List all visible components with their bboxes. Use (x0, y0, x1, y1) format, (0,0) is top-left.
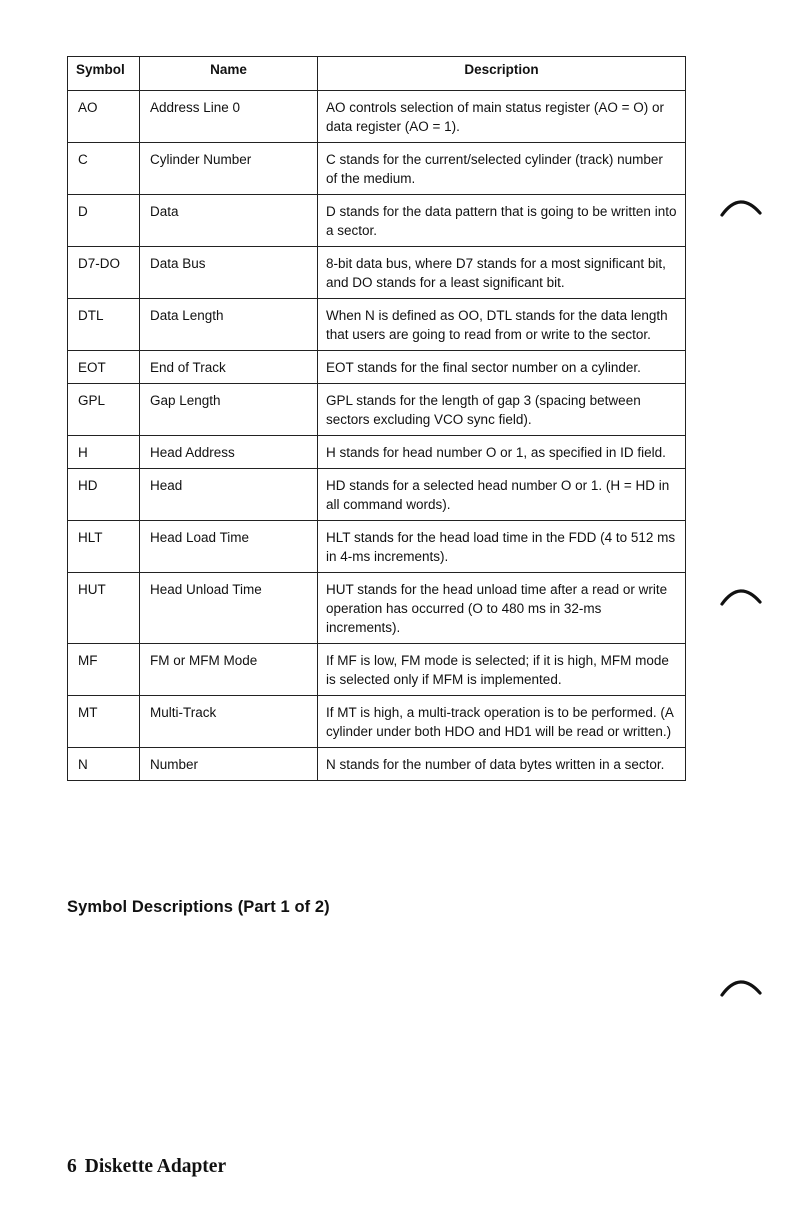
cell-name: Head Load Time (140, 521, 318, 573)
cell-name: FM or MFM Mode (140, 644, 318, 696)
table-row (68, 299, 686, 351)
cell-description: C stands for the current/selected cylinder (track) number of the medium. (318, 143, 686, 195)
cell-name: Multi-Track (140, 696, 318, 748)
header-name: Name (140, 57, 318, 91)
table-row (68, 91, 686, 143)
cell-symbol: H (68, 436, 140, 469)
cell-symbol: C (68, 143, 140, 195)
cell-name: Cylinder Number (140, 143, 318, 195)
cell-description: 8-bit data bus, where D7 stands for a most significant bit, and DO stands for a least significant bit. (318, 247, 686, 299)
table-row (68, 469, 686, 521)
table-row (68, 436, 686, 469)
table-row (68, 195, 686, 247)
table-row (68, 143, 686, 195)
cell-symbol: GPL (68, 384, 140, 436)
cell-symbol: HLT (68, 521, 140, 573)
cell-symbol: N (68, 748, 140, 781)
table-row (68, 748, 686, 781)
table-row (68, 521, 686, 573)
cell-name: End of Track (140, 351, 318, 384)
table-row (68, 351, 686, 384)
cell-name: Data Bus (140, 247, 318, 299)
symbol-table (67, 56, 686, 781)
cell-name: Number (140, 748, 318, 781)
cell-description: When N is defined as OO, DTL stands for the data length that users are going to read from or write to the sector. (318, 299, 686, 351)
binder-hole-mark-icon (718, 196, 764, 218)
table-header-row (68, 57, 686, 91)
cell-description: If MF is low, FM mode is selected; if it is high, MFM mode is selected only if MFM is implemented. (318, 644, 686, 696)
cell-name: Data (140, 195, 318, 247)
table-row (68, 644, 686, 696)
cell-symbol: EOT (68, 351, 140, 384)
binder-hole-mark-icon (718, 585, 764, 607)
cell-name: Gap Length (140, 384, 318, 436)
header-description: Description (318, 57, 686, 91)
cell-symbol: MT (68, 696, 140, 748)
cell-description: D stands for the data pattern that is going to be written into a sector. (318, 195, 686, 247)
cell-symbol: MF (68, 644, 140, 696)
cell-symbol: AO (68, 91, 140, 143)
cell-symbol: D (68, 195, 140, 247)
cell-description: HLT stands for the head load time in the FDD (4 to 512 ms in 4-ms increments). (318, 521, 686, 573)
binder-hole-mark-icon (718, 976, 764, 998)
cell-name: Data Length (140, 299, 318, 351)
cell-name: Head Address (140, 436, 318, 469)
cell-symbol: HD (68, 469, 140, 521)
cell-description: GPL stands for the length of gap 3 (spacing between sectors excluding VCO sync field). (318, 384, 686, 436)
page-number: 6 (67, 1156, 77, 1177)
cell-description: HUT stands for the head unload time after a read or write operation has occurred (O to 480 ms in 32-ms increments). (318, 573, 686, 644)
cell-name: Head Unload Time (140, 573, 318, 644)
table-row (68, 696, 686, 748)
cell-name: Head (140, 469, 318, 521)
cell-description: If MT is high, a multi-track operation is to be performed. (A cylinder under both HDO and HD1 will be read or written.) (318, 696, 686, 748)
cell-description: EOT stands for the final sector number on a cylinder. (318, 351, 686, 384)
cell-description: AO controls selection of main status register (AO = O) or data register (AO = 1). (318, 91, 686, 143)
cell-symbol: DTL (68, 299, 140, 351)
table-row (68, 384, 686, 436)
cell-description: H stands for head number O or 1, as specified in ID field. (318, 436, 686, 469)
cell-symbol: D7-DO (68, 247, 140, 299)
table-row (68, 247, 686, 299)
header-symbol: Symbol (68, 57, 140, 91)
table-row (68, 573, 686, 644)
cell-symbol: HUT (68, 573, 140, 644)
cell-description: N stands for the number of data bytes written in a sector. (318, 748, 686, 781)
table-caption: Symbol Descriptions (Part 1 of 2) (67, 898, 330, 916)
cell-description: HD stands for a selected head number O or 1. (H = HD in all command words). (318, 469, 686, 521)
cell-name: Address Line 0 (140, 91, 318, 143)
footer-title: Diskette Adapter (84, 1156, 227, 1177)
page-footer (67, 1156, 226, 1178)
